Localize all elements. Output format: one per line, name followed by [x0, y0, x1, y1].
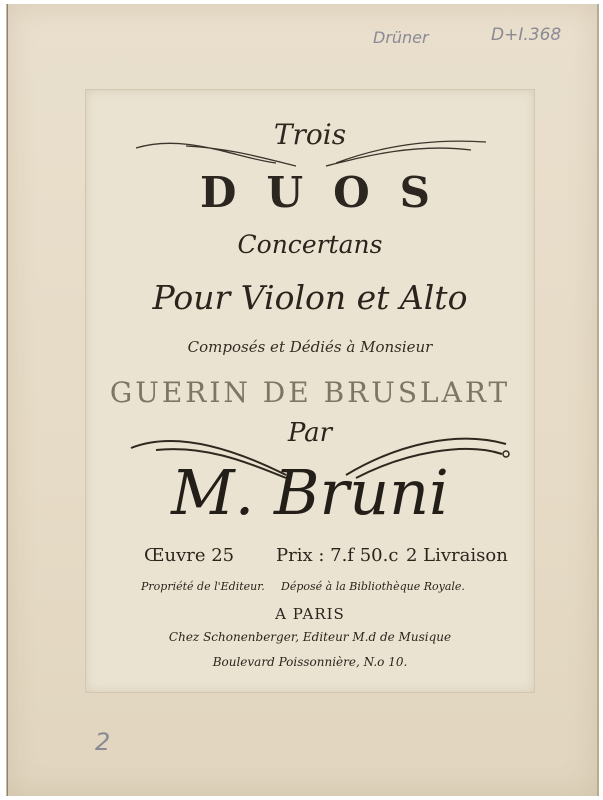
- oeuvre-number: Œuvre 25: [144, 545, 235, 566]
- title-duos: DUOS: [200, 168, 460, 217]
- address-line: Boulevard Poissonnière, N.o 10.: [212, 655, 408, 669]
- par-label: Par: [287, 418, 333, 448]
- livraison-label: 2 Livraison: [406, 545, 508, 566]
- composer-name: M. Bruni: [171, 456, 449, 529]
- composer-annotation: Drüner: [373, 28, 429, 47]
- left-page-edge: [7, 4, 8, 796]
- shelfmark-annotation: D+I.368: [491, 25, 562, 45]
- city-label: A PARIS: [275, 605, 345, 623]
- depose-note: Déposé à la Bibliothèque Royale.: [281, 580, 465, 593]
- publisher-line: Chez Schonenberger, Editeur M.d de Musique: [168, 630, 452, 644]
- title-concertans: Concertans: [237, 230, 383, 259]
- dedicatee-name: GUERIN DE BRUSLART: [109, 376, 511, 409]
- propriete-note: Propriété de l'Editeur.: [141, 580, 265, 593]
- title-trois: Trois: [273, 118, 347, 151]
- price-label: Prix : 7.f 50.c: [276, 545, 399, 566]
- dedication-line: Composés et Dédiés à Monsieur: [187, 338, 433, 356]
- page-number-annotation: 2: [95, 728, 111, 756]
- engraved-plate: [85, 89, 535, 693]
- title-instruments: Pour Violon et Alto: [152, 278, 468, 317]
- score-sheet: [6, 4, 599, 796]
